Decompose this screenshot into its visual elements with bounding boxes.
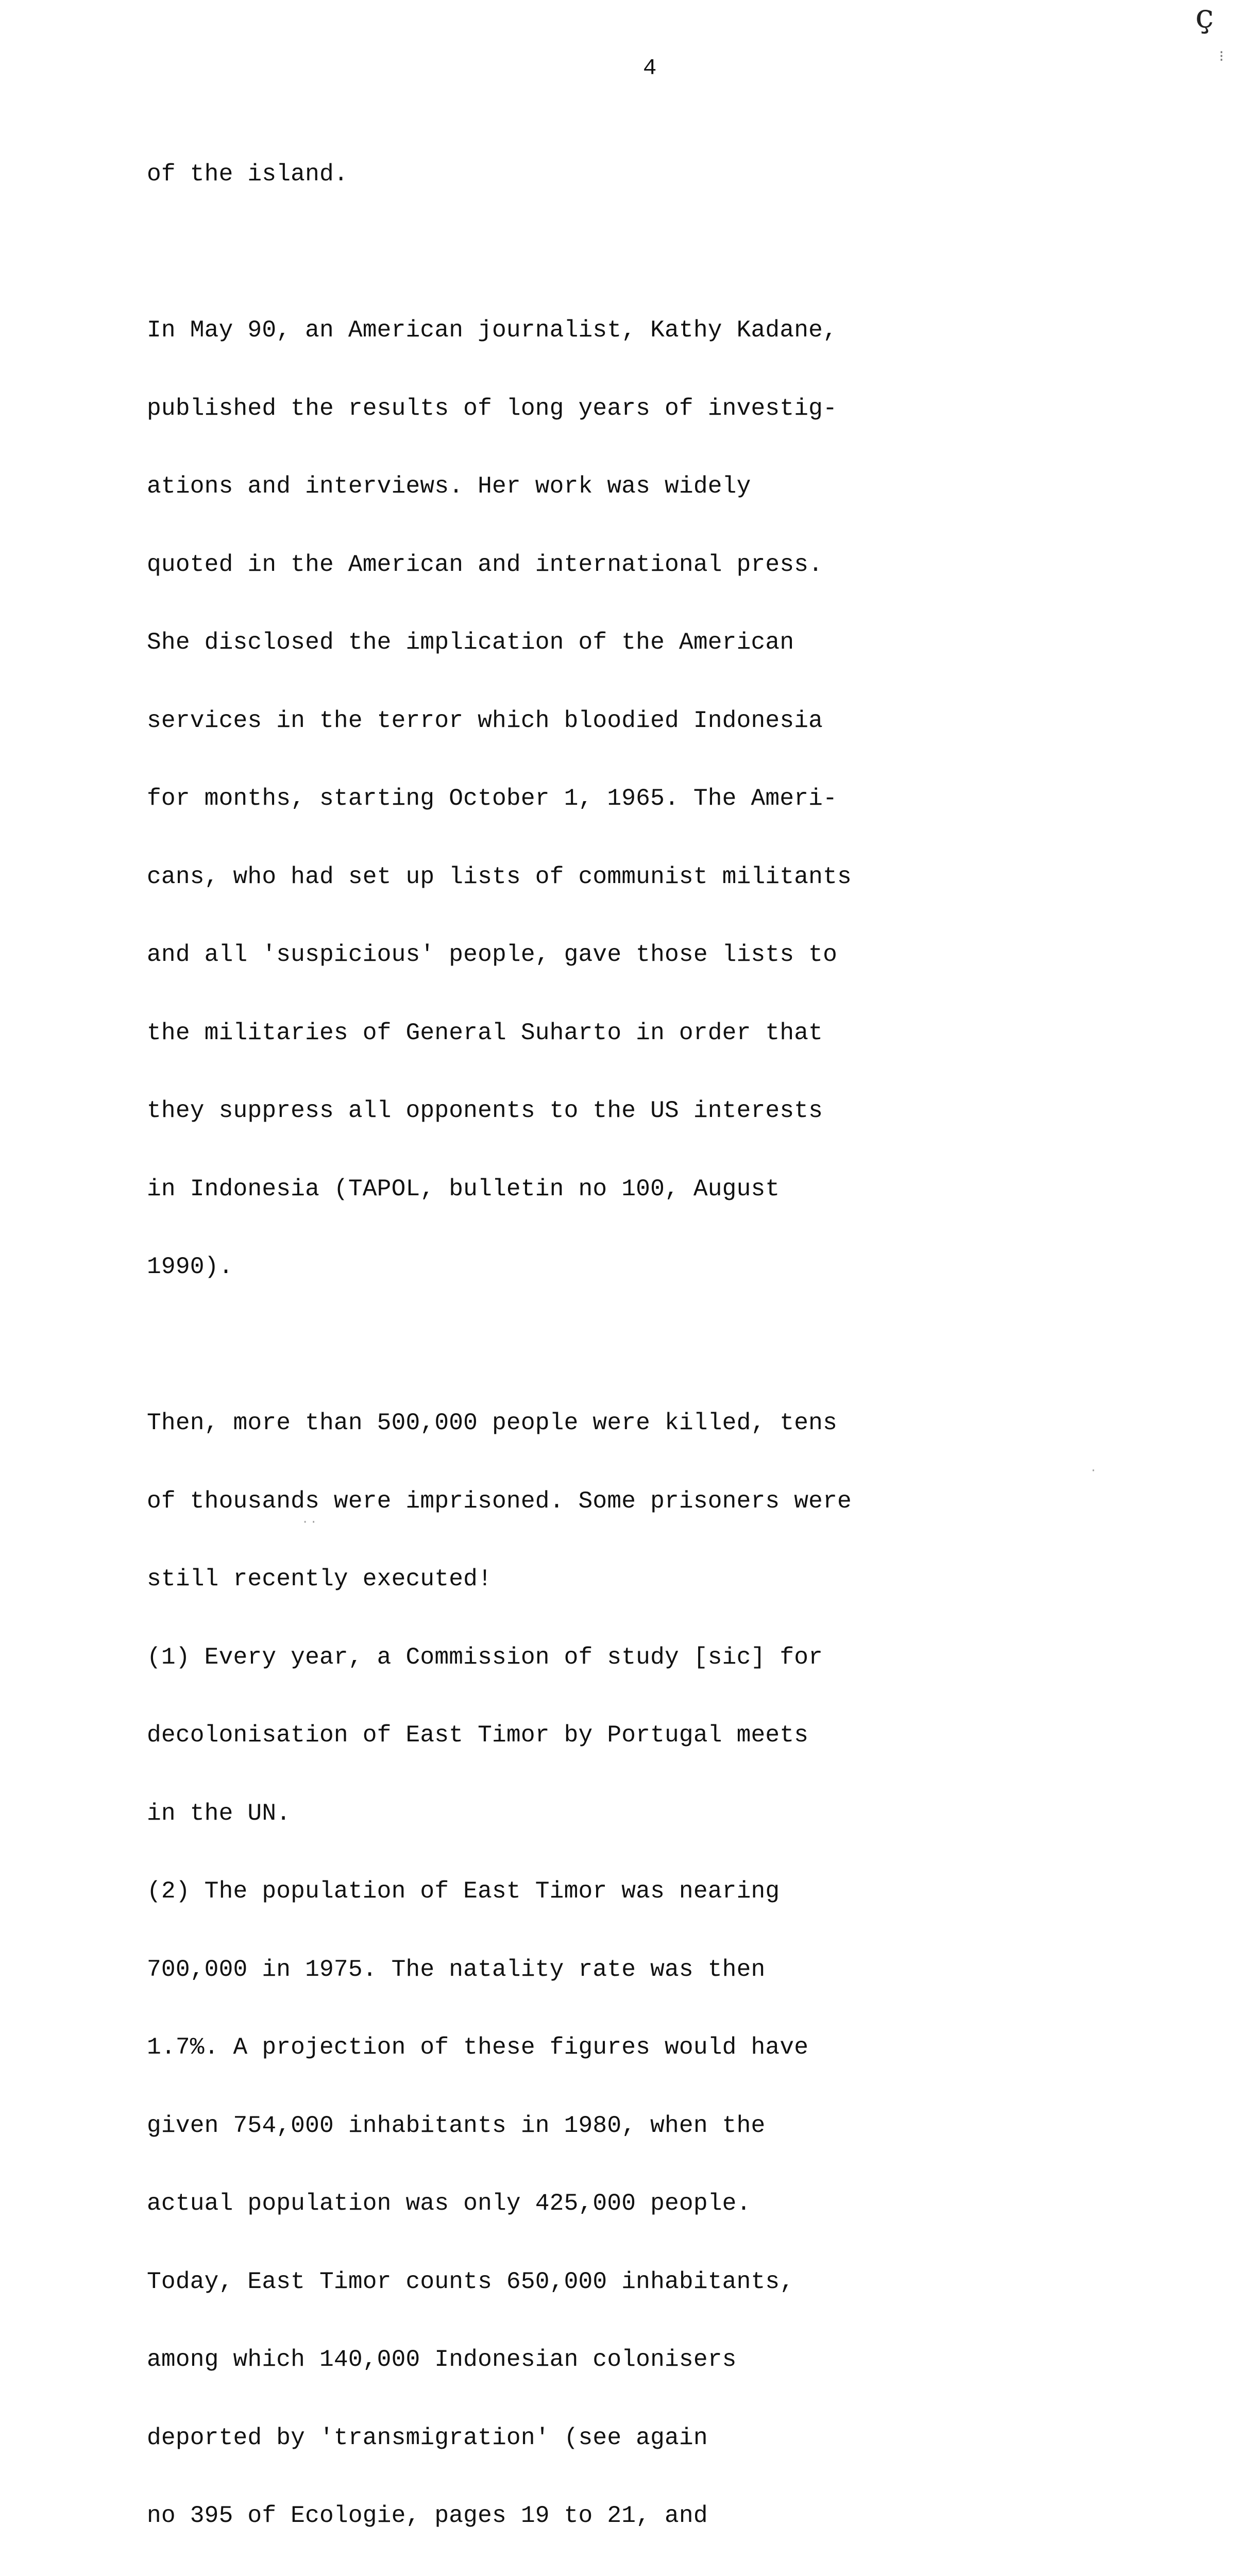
footnote-line: Today, East Timor counts 650,000 inhabitants,: [147, 2268, 794, 2295]
scan-speck: · ·: [303, 1515, 316, 1530]
text-line: ations and interviews. Her work was widely: [147, 473, 751, 500]
paragraph-kadane: [147, 265, 1152, 1332]
footnote-line: actual population was only 425,000 people.: [147, 2190, 751, 2217]
footnote-line: decolonisation of East Timor by Portugal meets: [147, 1722, 809, 1749]
scan-speck: ·: [1091, 1463, 1096, 1479]
text-line: quoted in the American and international press.: [147, 551, 823, 578]
margin-speck: ⁝: [1219, 49, 1224, 66]
footnote-line: in the UN.: [147, 1800, 291, 1827]
text-line: cans, who had set up lists of communist militants: [147, 863, 852, 890]
footnote-line: deported by 'transmigration' (see again: [147, 2424, 708, 2451]
page-number: 4: [643, 56, 657, 81]
text-line: the militaries of General Suharto in order that: [147, 1019, 823, 1046]
text-line: for months, starting October 1, 1965. The Ameri-: [147, 785, 838, 812]
text-line: of the island.: [147, 161, 348, 188]
text-line: 1990).: [147, 1253, 233, 1280]
text-line: She disclosed the implication of the American: [147, 629, 794, 656]
footnote-line: 700,000 in 1975. The natality rate was then: [147, 1956, 766, 1983]
footnote-line: among which 140,000 Indonesian colonisers: [147, 2346, 737, 2373]
footnote-line: (2) The population of East Timor was nearing: [147, 1878, 780, 1905]
text-line: still recently executed!: [147, 1566, 493, 1592]
text-line: Then, more than 500,000 people were killed, tens: [147, 1410, 838, 1436]
text-line: In May 90, an American journalist, Kathy Kadane,: [147, 317, 838, 344]
paragraph-continuation: [147, 109, 1152, 240]
text-line: services in the terror which bloodied Indonesia: [147, 707, 823, 734]
handwritten-mark: ç: [1195, 0, 1214, 36]
footnote-line: no 395 of Ecologie, pages 19 to 21, and: [147, 2502, 708, 2529]
text-line: in Indonesia (TAPOL, bulletin no 100, August: [147, 1175, 780, 1202]
text-line: of thousands were imprisoned. Some prisoners were: [147, 1487, 852, 1515]
footnote-line: (1) Every year, a Commission of study [sic] for: [147, 1643, 823, 1671]
text-line: published the results of long years of investig-: [147, 395, 838, 422]
text-line: and all 'suspicious' people, gave those lists to: [147, 941, 838, 968]
paragraph-killings-footnotes: [147, 1358, 1152, 2576]
text-line: they suppress all opponents to the US interests: [147, 1097, 823, 1124]
footnote-line: given 754,000 inhabitants in 1980, when the: [147, 2112, 766, 2139]
body-text: [147, 109, 1152, 2576]
footnote-line: 1.7%. A projection of these figures would have: [147, 2034, 809, 2061]
